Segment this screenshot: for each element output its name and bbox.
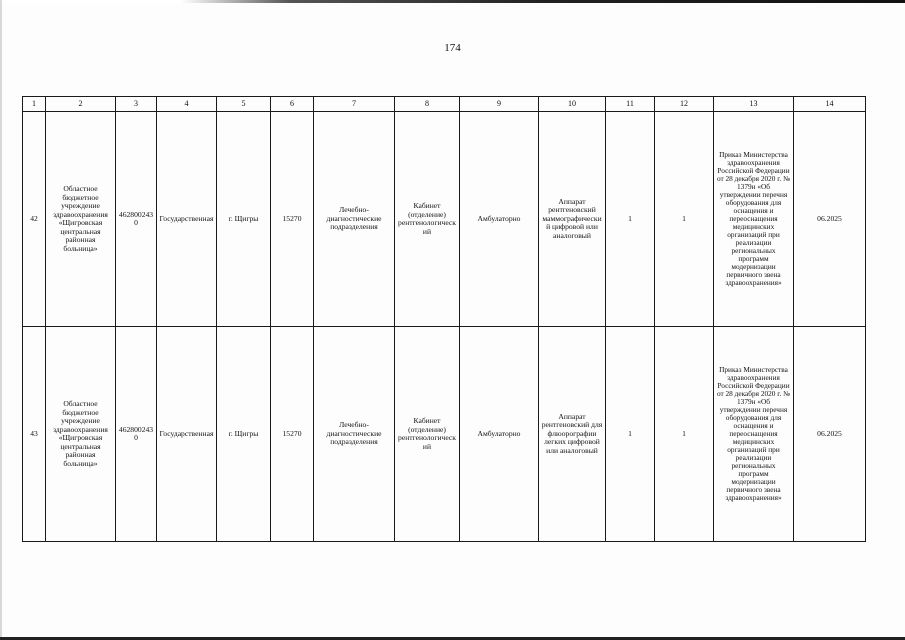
order-reference-cell: Приказ Министерства здравоохранения Российской Федерации от 28 декабря 2020 г. № 1379н «Об утверждении перечня оборудования для оснащения и переоснащения медицинских организаций при реализации региональных программ модернизации первичного звена здравоохранения» [714, 327, 794, 542]
column-number: 9 [460, 97, 539, 112]
care-type-cell: Амбулаторно [460, 112, 539, 327]
care-type-cell: Амбулаторно [460, 327, 539, 542]
column-number: 10 [539, 97, 606, 112]
quantity-cell: 1 [606, 112, 655, 327]
organization-cell: Областное бюджетное учреждение здравоохранения «Щигровская центральная районная больница» [46, 112, 116, 327]
department-cell: Лечебно-диагностические подразделения [314, 112, 395, 327]
column-number: 12 [655, 97, 714, 112]
city-cell: г. Щигры [217, 327, 271, 542]
order-reference-cell: Приказ Министерства здравоохранения Российской Федерации от 28 декабря 2020 г. № 1379н «Об утверждении перечня оборудования для оснащения и переоснащения медицинских организаций при реализации региональных программ модернизации первичного звена здравоохранения» [714, 112, 794, 327]
cabinet-cell: Кабинет (отделение) рентгенологический [395, 327, 460, 542]
quantity-cell: 1 [655, 112, 714, 327]
row-number-cell: 42 [23, 112, 46, 327]
city-cell: г. Щигры [217, 112, 271, 327]
equipment-cell: Аппарат рентгеновский маммографический цифровой или аналоговый [539, 112, 606, 327]
column-number: 14 [794, 97, 866, 112]
cabinet-cell: Кабинет (отделение) рентгенологический [395, 112, 460, 327]
column-number: 5 [217, 97, 271, 112]
equipment-cell: Аппарат рентгеновский для флюорографии легких цифровой или аналоговый [539, 327, 606, 542]
column-number: 7 [314, 97, 395, 112]
column-number: 11 [606, 97, 655, 112]
column-number: 4 [157, 97, 217, 112]
column-number: 13 [714, 97, 794, 112]
column-number: 1 [23, 97, 46, 112]
code-cell: 15270 [271, 112, 314, 327]
date-cell: 06.2025 [794, 112, 866, 327]
page-number: 174 [444, 42, 461, 54]
quantity-cell: 1 [655, 327, 714, 542]
inn-cell: 4628002430 [116, 112, 157, 327]
table-row [23, 112, 866, 327]
column-number-row [23, 97, 866, 112]
quantity-cell: 1 [606, 327, 655, 542]
column-number: 2 [46, 97, 116, 112]
code-cell: 15270 [271, 327, 314, 542]
ownership-cell: Государственная [157, 112, 217, 327]
scan-left-edge [0, 0, 2, 640]
row-number-cell: 43 [23, 327, 46, 542]
date-cell: 06.2025 [794, 327, 866, 542]
equipment-register-table [22, 96, 866, 542]
column-number: 6 [271, 97, 314, 112]
ownership-cell: Государственная [157, 327, 217, 542]
column-number: 3 [116, 97, 157, 112]
scan-top-edge [0, 0, 905, 3]
table-row [23, 327, 866, 542]
department-cell: Лечебно-диагностические подразделения [314, 327, 395, 542]
column-number: 8 [395, 97, 460, 112]
inn-cell: 4628002430 [116, 327, 157, 542]
organization-cell: Областное бюджетное учреждение здравоохранения «Щигровская центральная районная больница» [46, 327, 116, 542]
